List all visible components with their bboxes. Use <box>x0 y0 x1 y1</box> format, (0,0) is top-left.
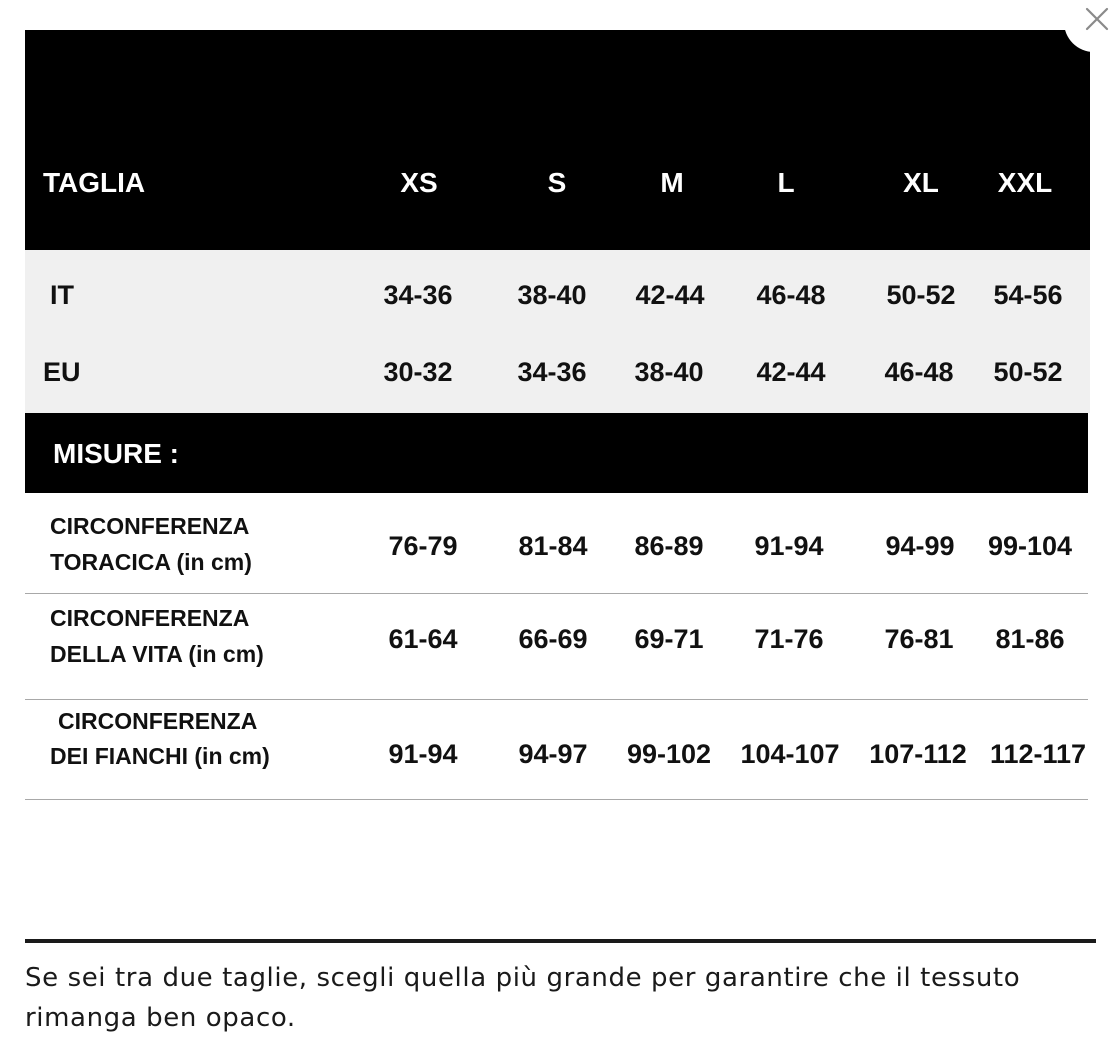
waist-value-xs: 61-64 <box>388 624 458 654</box>
size-advice-note: Se sei tra due taglie, scegli quella più grande per garantire che il tessuto rimanga ben opaco. <box>25 963 1021 1033</box>
it-value-l: 46-48 <box>756 280 826 310</box>
chest-value-m: 86-89 <box>634 531 704 561</box>
hips-value-s: 94-97 <box>518 739 588 769</box>
eu-value-m: 38-40 <box>634 357 704 387</box>
chest-label-line2: TORACICA (in cm) <box>50 549 252 575</box>
row-divider <box>25 799 1088 800</box>
row-label-eu: EU <box>43 357 81 387</box>
waist-value-xl: 76-81 <box>884 624 954 654</box>
note-separator <box>25 939 1096 943</box>
close-icon <box>1085 7 1109 31</box>
eu-value-s: 34-36 <box>517 357 587 387</box>
waist-value-l: 71-76 <box>754 624 824 654</box>
row-divider <box>25 699 1088 700</box>
eu-value-l: 42-44 <box>756 357 826 387</box>
waist-value-s: 66-69 <box>518 624 588 654</box>
header-label-taglia: TAGLIA <box>43 167 146 198</box>
chest-value-s: 81-84 <box>518 531 588 561</box>
row-divider <box>25 593 1088 594</box>
waist-value-m: 69-71 <box>634 624 704 654</box>
hips-label-line1: CIRCONFERENZA <box>58 708 258 734</box>
row-label-it: IT <box>50 280 74 310</box>
it-value-xl: 50-52 <box>886 280 956 310</box>
eu-value-xl: 46-48 <box>884 357 954 387</box>
header-size-xl: XL <box>903 167 939 198</box>
hips-value-l: 104-107 <box>740 739 840 769</box>
hips-value-m: 99-102 <box>626 739 712 769</box>
header-size-s: S <box>547 167 567 198</box>
it-value-m: 42-44 <box>635 280 705 310</box>
waist-label-line2: DELLA VITA (in cm) <box>50 641 264 667</box>
chest-value-xs: 76-79 <box>388 531 458 561</box>
misure-section-label: MISURE : <box>53 438 179 469</box>
header-size-m: M <box>660 167 684 198</box>
misure-section-bar <box>25 413 1088 493</box>
chest-label-line1: CIRCONFERENZA <box>50 513 250 539</box>
header-size-l: L <box>777 167 795 198</box>
waist-value-xxl: 81-86 <box>995 624 1065 654</box>
header-size-xxl: XXL <box>997 167 1053 198</box>
it-value-xxl: 54-56 <box>993 280 1063 310</box>
hips-value-xl: 107-112 <box>869 739 967 769</box>
hips-label-line2: DEI FIANCHI (in cm) <box>50 743 270 769</box>
hips-value-xxl: 112-117 <box>989 739 1087 769</box>
it-value-s: 38-40 <box>517 280 587 310</box>
header-size-xs: XS <box>400 167 438 198</box>
it-value-xs: 34-36 <box>383 280 453 310</box>
chest-value-l: 91-94 <box>754 531 824 561</box>
chest-value-xxl: 99-104 <box>987 531 1073 561</box>
hips-value-xs: 91-94 <box>388 739 458 769</box>
eu-value-xs: 30-32 <box>383 357 453 387</box>
size-table-header <box>25 30 1090 250</box>
chest-value-xl: 94-99 <box>885 531 955 561</box>
eu-value-xxl: 50-52 <box>993 357 1063 387</box>
waist-label-line1: CIRCONFERENZA <box>50 605 250 631</box>
